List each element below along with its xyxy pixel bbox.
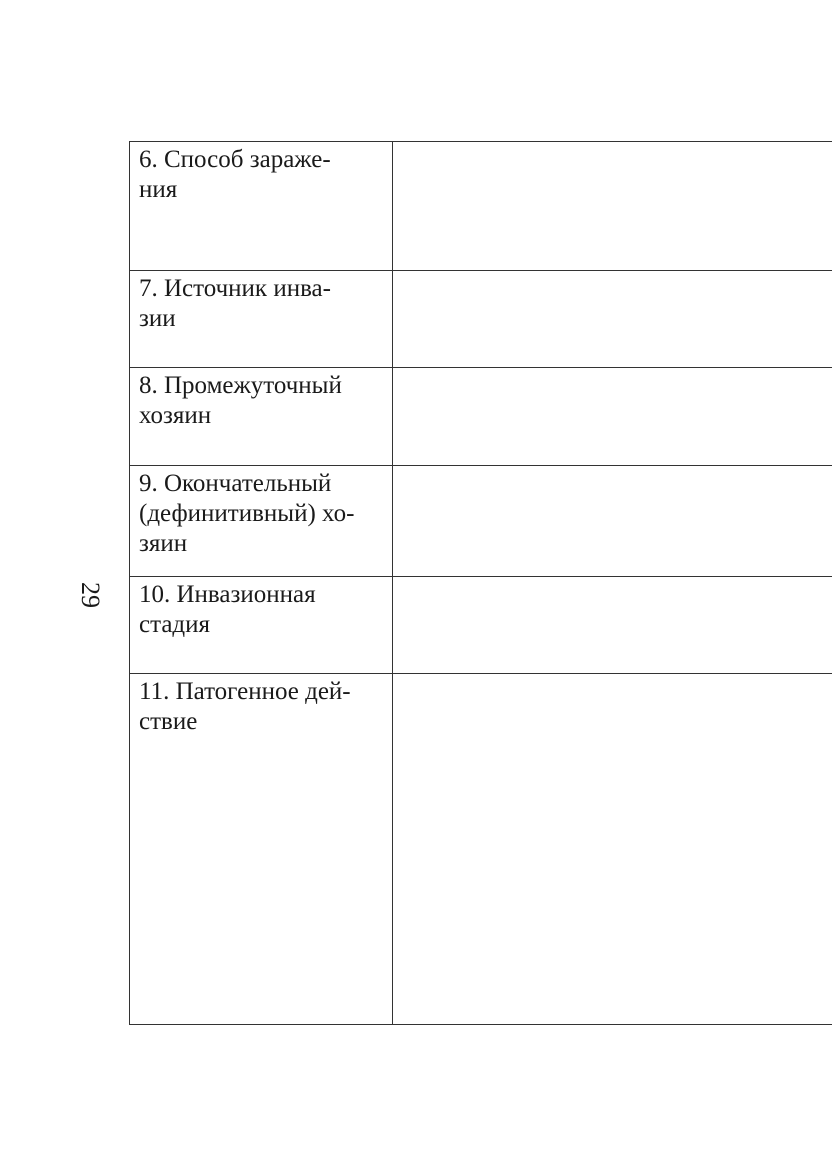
row-value-cell-pathogenic-effect[interactable] — [393, 674, 832, 1025]
row-label-intermediate-host: 8. Промежуточный хозяин — [139, 372, 342, 429]
row-value-cell-invasion-source[interactable] — [393, 271, 832, 368]
row-label-invasion-source: 7. Источник инва- зии — [139, 275, 331, 332]
table-row — [130, 271, 832, 368]
table-row — [130, 466, 832, 577]
page-number: 29 — [76, 582, 105, 608]
row-label-pathogenic-effect: 11. Патогенное дей- ствие — [139, 678, 351, 735]
row-label-cell — [130, 142, 393, 271]
row-value-cell-invasive-stage[interactable] — [393, 577, 832, 674]
row-label-cell — [130, 368, 393, 466]
table-row — [130, 577, 832, 674]
row-value-cell-infection-method[interactable] — [393, 142, 832, 271]
table-row — [130, 142, 832, 271]
row-label-invasive-stage: 10. Инвазионная стадия — [139, 581, 316, 638]
row-label-cell — [130, 466, 393, 577]
row-label-cell — [130, 577, 393, 674]
row-label-definitive-host: 9. Окончательный (дефинитивный) хо- зяин — [139, 470, 355, 557]
row-value-cell-definitive-host[interactable] — [393, 466, 832, 577]
parasite-description-table — [129, 141, 832, 1025]
row-label-infection-method: 6. Способ зараже- ния — [139, 146, 331, 203]
row-label-cell — [130, 674, 393, 1025]
table-row — [130, 368, 832, 466]
row-value-cell-intermediate-host[interactable] — [393, 368, 832, 466]
table-row — [130, 674, 832, 1025]
row-label-cell — [130, 271, 393, 368]
